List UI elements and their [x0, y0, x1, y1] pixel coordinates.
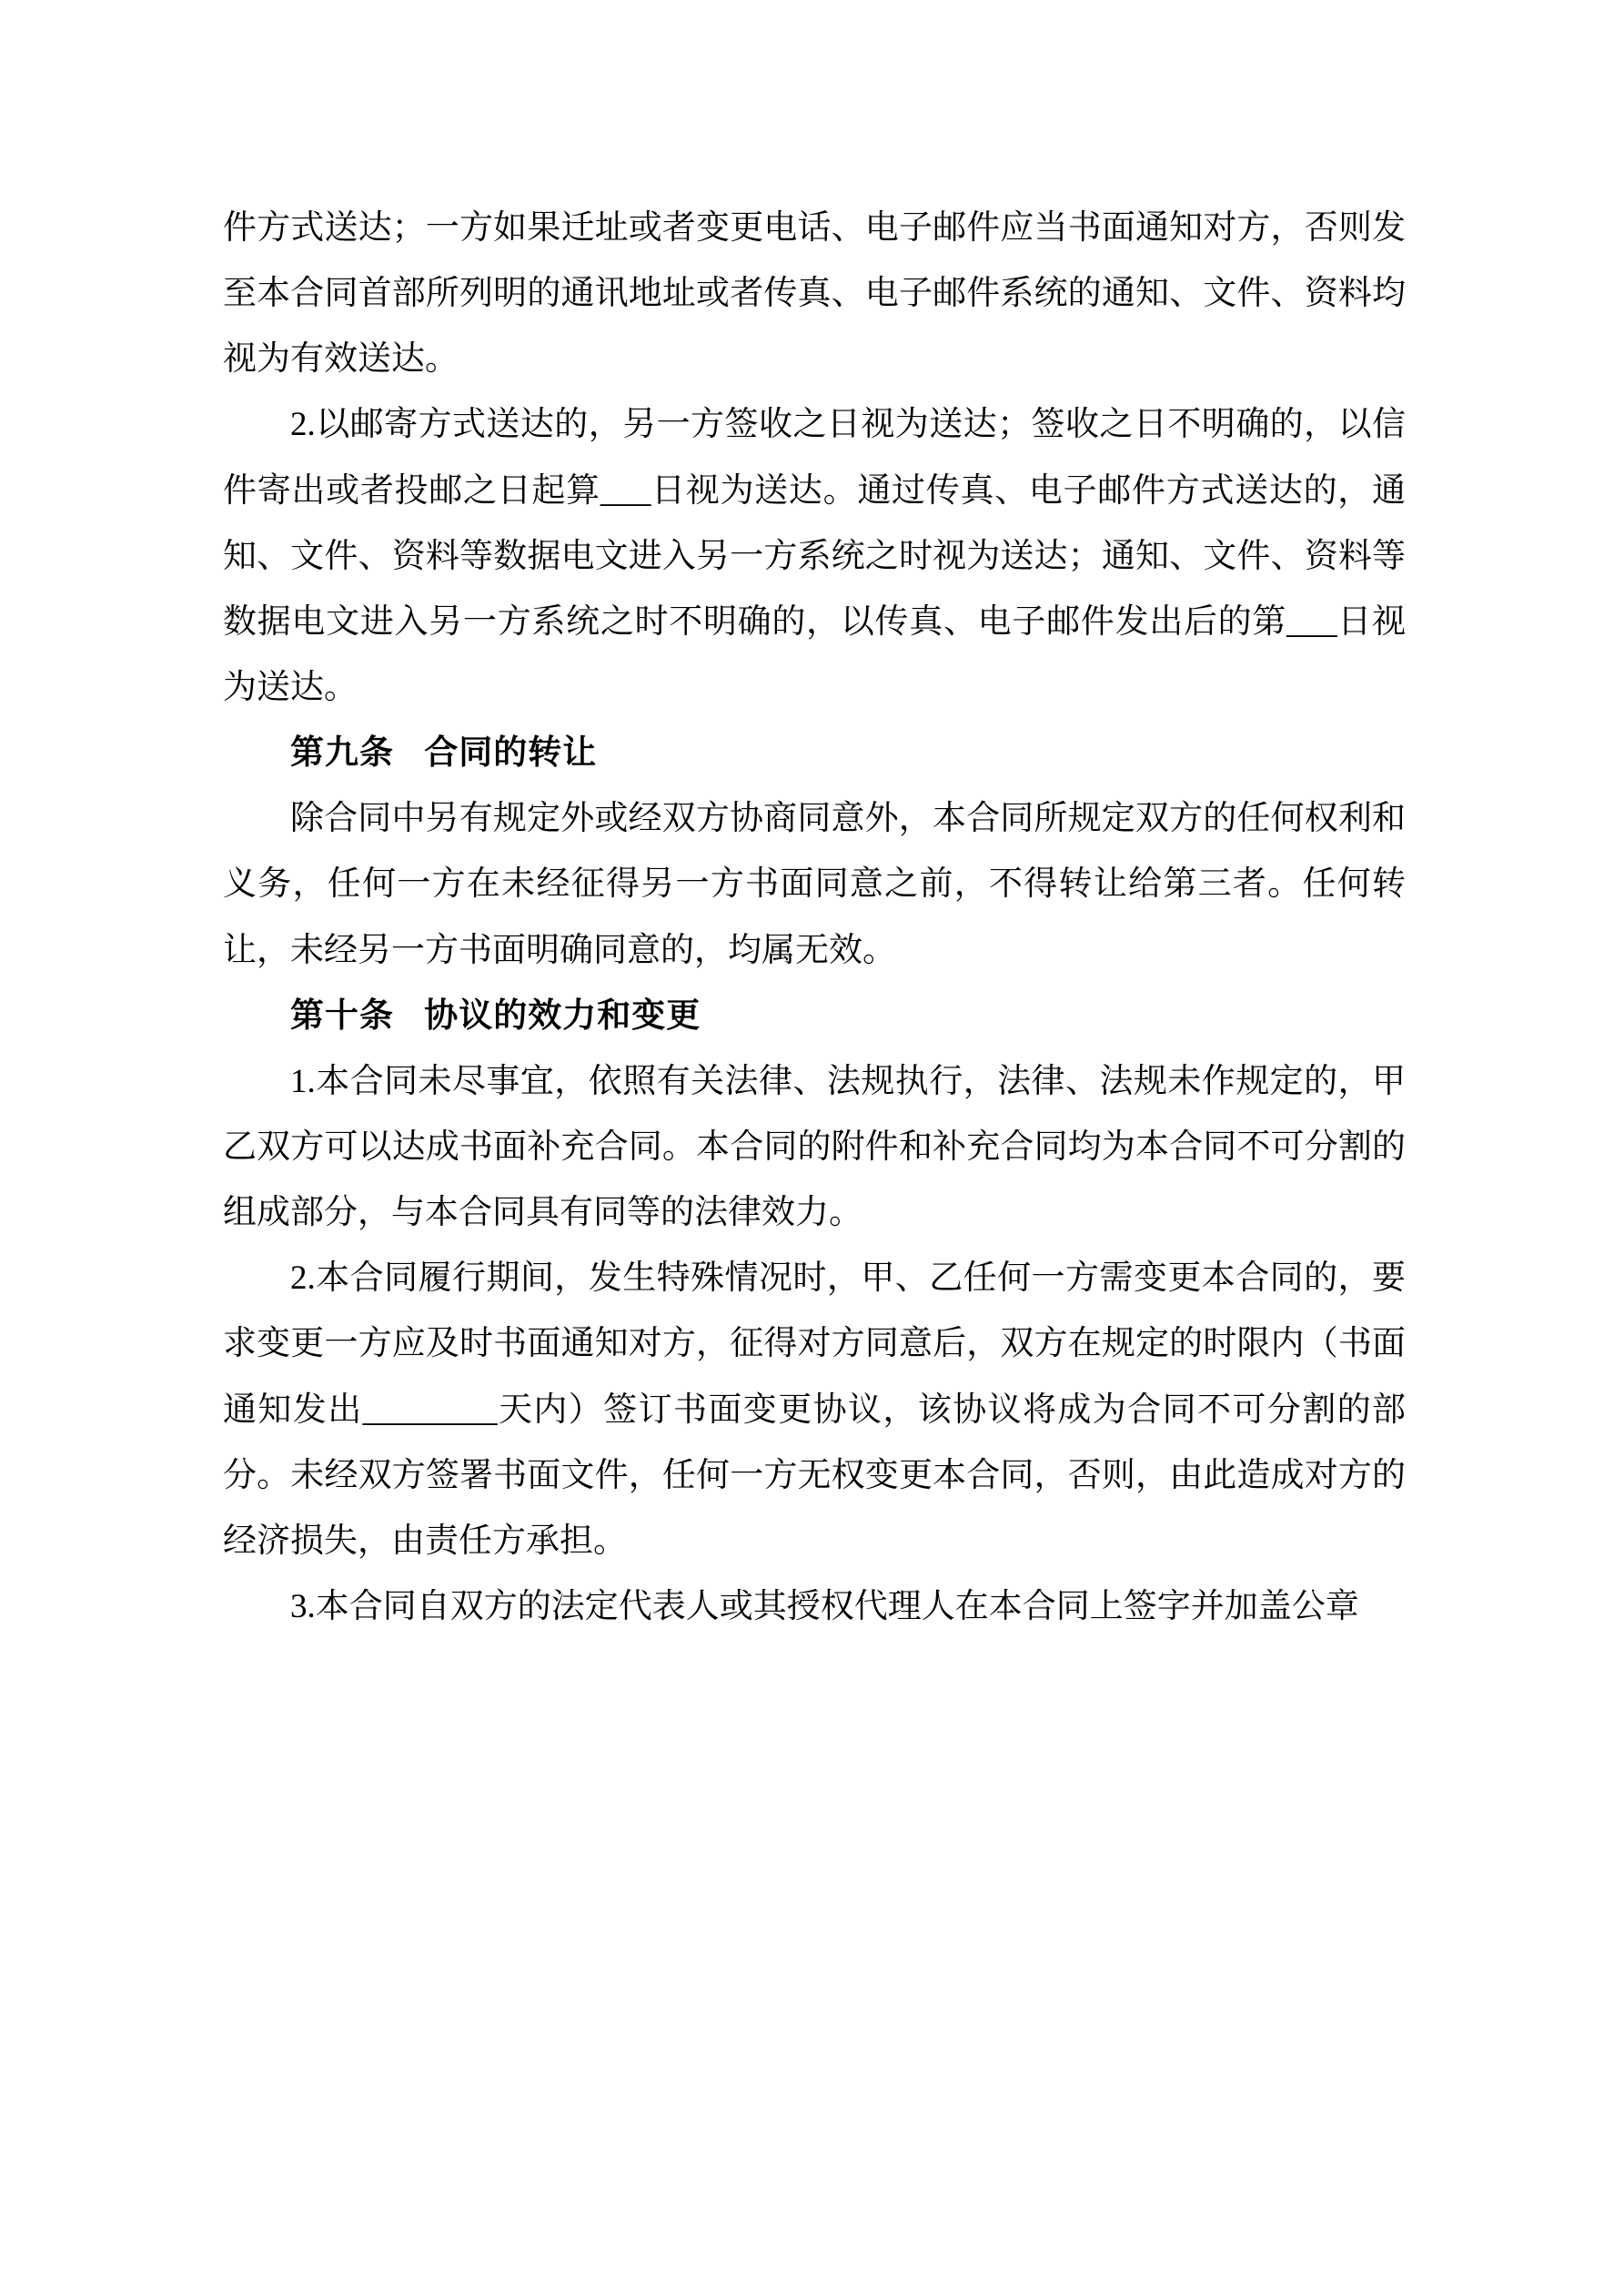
heading-article-9-number: 第九条	[290, 734, 394, 773]
heading-article-10	[223, 984, 1406, 1049]
heading-article-9	[223, 721, 1406, 786]
paragraph-delivery-continued: 件方式送达；一方如果迁址或者变更电话、电子邮件应当书面通知对方，否则发至本合同首部所列明的通讯地址或者传真、电子邮件系统的通知、文件、资料均视为有效送达。	[223, 209, 1406, 379]
paragraph-article10-item2: 2.本合同履行期间，发生特殊情况时，甲、乙任何一方需变更本合同的，要求变更一方应及时书面通知对方，征得对方同意后，双方在规定的时限内（书面通知发出________天内）签订书面变更协议，该协议将成为合同不可分割的部分。未经双方签署书面文件，任何一方无权变更本合同，否则，由此造成对方的经济损失，由责任方承担。	[223, 1259, 1406, 1560]
paragraph-article8-item2: 2.以邮寄方式送达的，另一方签收之日视为送达；签收之日不明确的，以信件寄出或者投邮之日起算___日视为送达。通过传真、电子邮件方式送达的，通知、文件、资料等数据电文进入另一方系统之时视为送达；通知、文件、资料等数据电文进入另一方系统之时不明确的，以传真、电子邮件发出后的第___日视为送达。	[223, 406, 1406, 706]
paragraph-article10-item3: 3.本合同自双方的法定代表人或其授权代理人在本合同上签字并加盖公章	[290, 1587, 1359, 1625]
document-body	[223, 196, 1406, 1640]
paragraph-article9-body: 除合同中另有规定外或经双方协商同意外，本合同所规定双方的任何权利和义务，任何一方在未经征得另一方书面同意之前，不得转让给第三者。任何转让，未经另一方书面明确同意的，均属无效。	[223, 800, 1406, 969]
heading-article-10-title: 协议的效力和变更	[424, 996, 701, 1035]
heading-article-10-number: 第十条	[290, 996, 394, 1035]
paragraph-article10-item1: 1.本合同未尽事宜，依照有关法律、法规执行，法律、法规未作规定的，甲乙双方可以达成书面补充合同。本合同的附件和补充合同均为本合同不可分割的组成部分，与本合同具有同等的法律效力。	[223, 1062, 1406, 1232]
heading-article-9-title: 合同的转让	[424, 734, 598, 773]
